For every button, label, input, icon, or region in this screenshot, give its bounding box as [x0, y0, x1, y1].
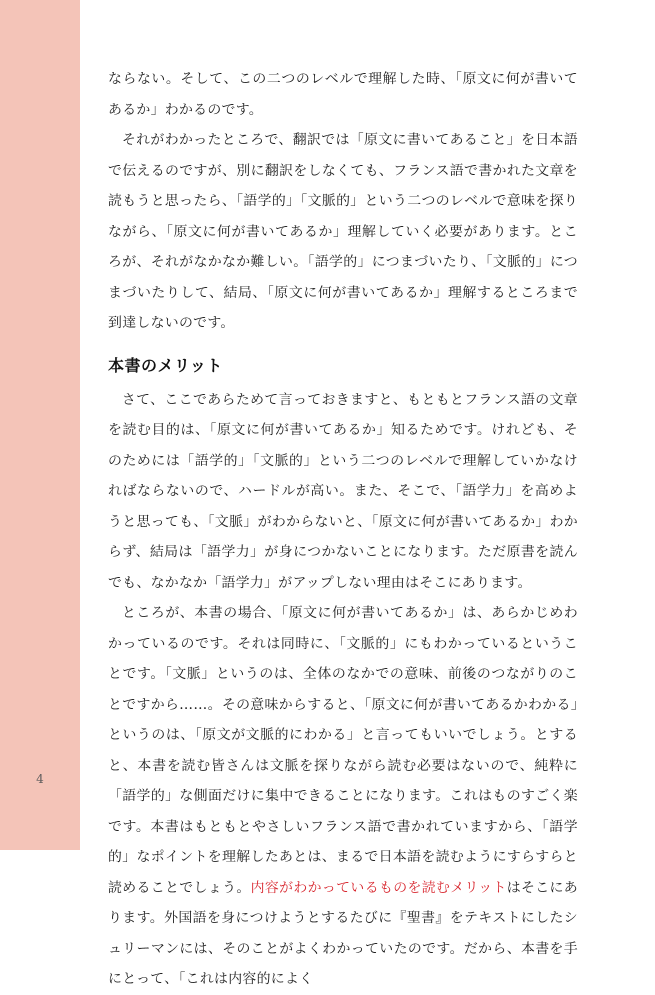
page-number: 4 [36, 772, 44, 786]
page-body [108, 64, 578, 995]
paragraph-merit [108, 598, 578, 995]
paragraph-translation: それがわかったところで、翻訳では「原文に書いてあること」を日本語で伝えるのですが、別に翻訳をしなくても、フランス語で書かれた文章を読もうと思ったら、「語学的」「文脈的」という二つのレベルで意味を探りながら、「原文に何が書いてあるか」理解していく必要があります。ところが、それがなかなか難しい。「語学的」につまづいたり、「文脈的」につまづいたりして、結局、「原文に何が書いてあるか」理解するところまで到達しないのです。 [108, 132, 578, 331]
merit-text-after: はそこにあります。外国語を身につけようとするたびに『聖書』をテキストにしたシュリーマンには、そのことがよくわかっていたのです。だから、本書を手にとって、「これは内容的によく [108, 879, 578, 987]
paragraph-continued: ならない。そして、この二つのレベルで理解した時、「原文に何が書いてあるか」わかるのです。 [108, 71, 578, 118]
page-side-band [0, 0, 80, 850]
merit-text-before: ところが、本書の場合、「原文に何が書いてあるか」は、あらかじめわかっているのです。それは同時に、「文脈的」にもわかっているということです。「文脈」というのは、全体のなかでの意味、前後のつながりのことですから……。その意味からすると、「原文に何が書いてあるかわかる」というのは、「原文が文脈的にわかる」と言ってもいいでしょう。とすると、本書を読む皆さんは文脈を探りながら読む必要はないので、純粋に「語学的」な側面だけに集中できることになります。これはものすごく楽です。本書はもともとやさしいフランス語で書かれていますから、「語学的」なポイントを理解したあとは、まるで日本語を読むようにすらすらと読めることでしょう。 [108, 605, 578, 896]
merit-highlight: 内容がわかっているものを読むメリット [250, 879, 507, 896]
paragraph-purpose: さて、ここであらためて言っておきますと、もともとフランス語の文章を読む目的は、「原文に何が書いてあるか」知るためです。けれども、そのためには「語学的」「文脈的」という二つのレベルで理解していかなければならないので、ハードルが高い。また、そこで、「語学力」を高めようと思っても、「文脈」がわからないと、「原文に何が書いてあるか」わからず、結局は「語学力」が身につかないことになります。ただ原書を読んでも、なかなか「語学力」がアップしない理由はそこにあります。 [108, 391, 578, 591]
section-heading: 本書のメリット [108, 355, 223, 375]
